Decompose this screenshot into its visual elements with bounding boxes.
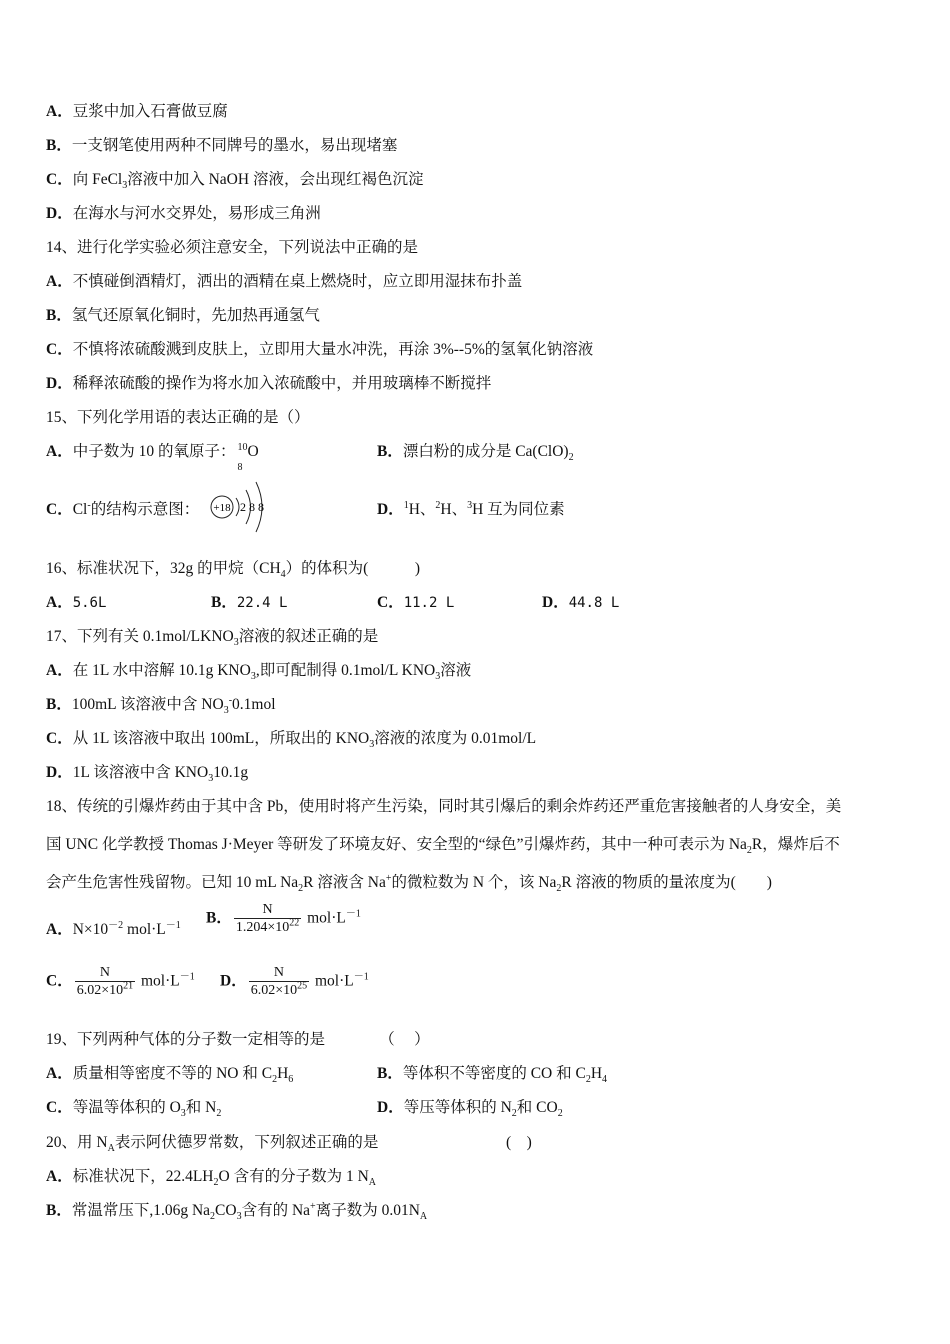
q19-option-a: A．质量相等密度不等的 NO 和 $C_2H_6$: [46, 1065, 294, 1086]
q17-option-a: A．在 1L 水中溶解 10.1g $KNO_3$,即可配制得 0.1mol/L $KNO_3$溶液: [46, 662, 472, 683]
fraction-d: $\frac{N}{6.02\times 10^{25}}$: [250, 965, 308, 998]
q14-option-a: A．不慎碰倒酒精灯，洒出的酒精在桌上燃烧时，应立即用湿抹布扑盖: [46, 273, 523, 290]
q18-option-d: D． $\frac{N}{6.02\times 10^{25}}$ $mol\cdot L^{-1}$: [220, 965, 369, 998]
chloride-ion-structure-diagram: [208, 476, 278, 536]
q18-option-a: A．$N\times 10^{-2}$ $mol\cdot L^{-1}$: [46, 919, 181, 938]
q18-stem-line-2: 国 UNC 化学教授 Thomas J·Meyer 等研发了环境友好、安全型的“绿色”引爆炸药，其中一种可表示为 $Na_2R$，爆炸后不: [46, 836, 840, 857]
q17-option-d: D．1L 该溶液中含 $KNO_310.1g$: [46, 764, 249, 785]
q13-option-d: D．在海水与河水交界处，易形成三角洲: [46, 205, 321, 222]
q13-option-b: B．一支钢笔使用两种不同牌号的墨水，易出现堵塞: [46, 137, 398, 154]
q18-stem-line-3: 会产生危害性残留物。已知 10 mL $Na_2R$ 溶液含 Na+的微粒数为 N 个，该 $Na_2R$ 溶液的物质的量浓度为( ): [46, 872, 772, 895]
q17-stem: 17、下列有关 $0.1mol/LKNO_3$溶液的叙述正确的是: [46, 628, 379, 649]
q16-stem: 16、标准状况下，32g 的甲烷$(CH_4)$的体积为( ): [46, 560, 420, 581]
q17-option-c: C．从 1L 该溶液中取出 100mL，所取出的 $KNO_3$溶液的浓度为 0.01mol/L: [46, 730, 537, 751]
q18-option-c: C． $\frac{N}{6.02\times 10^{21}}$ $mol\cdot L^{-1}$: [46, 965, 195, 998]
q15-option-b: B．漂白粉的成分是 $Ca(ClO)_2$: [377, 443, 574, 464]
q19-option-b: B．等体积不等密度的 CO 和 $C_2H_4$: [377, 1065, 608, 1086]
q20-stem: 20、用 $N_A$表示阿伏德罗常数，下列叙述正确的是: [46, 1134, 379, 1155]
q19-stem: 19、下列两种气体的分子数一定相等的是 （ ）: [46, 1031, 430, 1048]
q16-option-d: D．44.8 L: [542, 594, 620, 611]
q20-answer-paren: ( ): [506, 1134, 532, 1151]
q16-option-a: A．5.6L: [46, 594, 107, 611]
q13-option-a: A．豆浆中加入石膏做豆腐: [46, 103, 228, 120]
q20-option-b: B．常温常压下,1.06g $Na_2CO_3$含有的 Na+离子数为 $0.01N_A$: [46, 1200, 428, 1223]
q14-option-c: C．不慎将浓硫酸溅到皮肤上，立即用大量水冲洗，再涂 3%--5%的氢氧化钠溶液: [46, 341, 594, 358]
q15-option-c: C．Cl-的结构示意图：: [46, 499, 200, 518]
q16-option-b: B．22.4 L: [211, 594, 288, 611]
fraction-c: $\frac{N}{6.02\times 10^{21}}$: [76, 965, 134, 998]
q16-option-c: C．11.2 L: [377, 594, 455, 611]
q18-option-b: B． $\frac{N}{1.204\times 10^{22}}$ $mol\cdot L^{-1}$: [206, 902, 361, 935]
q19-option-c: C．等温等体积的 $O_3$和 $N_2$: [46, 1099, 222, 1120]
fraction-b: $\frac{N}{1.204\times 10^{22}}$: [235, 902, 300, 935]
q14-stem: 14、进行化学实验必须注意安全，下列说法中正确的是: [46, 239, 419, 256]
q14-option-b: B．氢气还原氧化铜时，先加热再通氢气: [46, 307, 320, 324]
q18-stem-line-1: 18、传统的引爆炸药由于其中含 Pb，使用时将产生污染，同时其引爆后的剩余炸药还严重危害接触者的人身安全，美: [46, 798, 842, 815]
q15-option-a: A．中子数为 10 的氧原子： 10 8 O: [46, 442, 259, 473]
electron-shells: 2 8 8: [240, 500, 264, 514]
nucleus-charge: +18: [213, 502, 231, 514]
q17-option-b: B．100mL 该溶液中含 $NO_3^-0.1mol$: [46, 694, 276, 717]
q20-option-a: A．标准状况下，$22.4LH_2O$ 含有的分子数为 1 $N_A$: [46, 1168, 376, 1189]
q15-stem: 15、下列化学用语的表达正确的是（）: [46, 409, 310, 426]
q15-option-d: D．$^1$H、$^2$H、$^3$H 互为同位素: [377, 499, 565, 518]
q14-option-d: D．稀释浓硫酸的操作为将水加入浓硫酸中，并用玻璃棒不断搅拌: [46, 375, 492, 392]
q13-option-c: C．向 FeCl$_3$溶液中加入 NaOH 溶液，会出现红褐色沉淀: [46, 171, 424, 192]
q19-option-d: D．等压等体积的 $N_2$和 $CO_2$: [377, 1099, 563, 1120]
